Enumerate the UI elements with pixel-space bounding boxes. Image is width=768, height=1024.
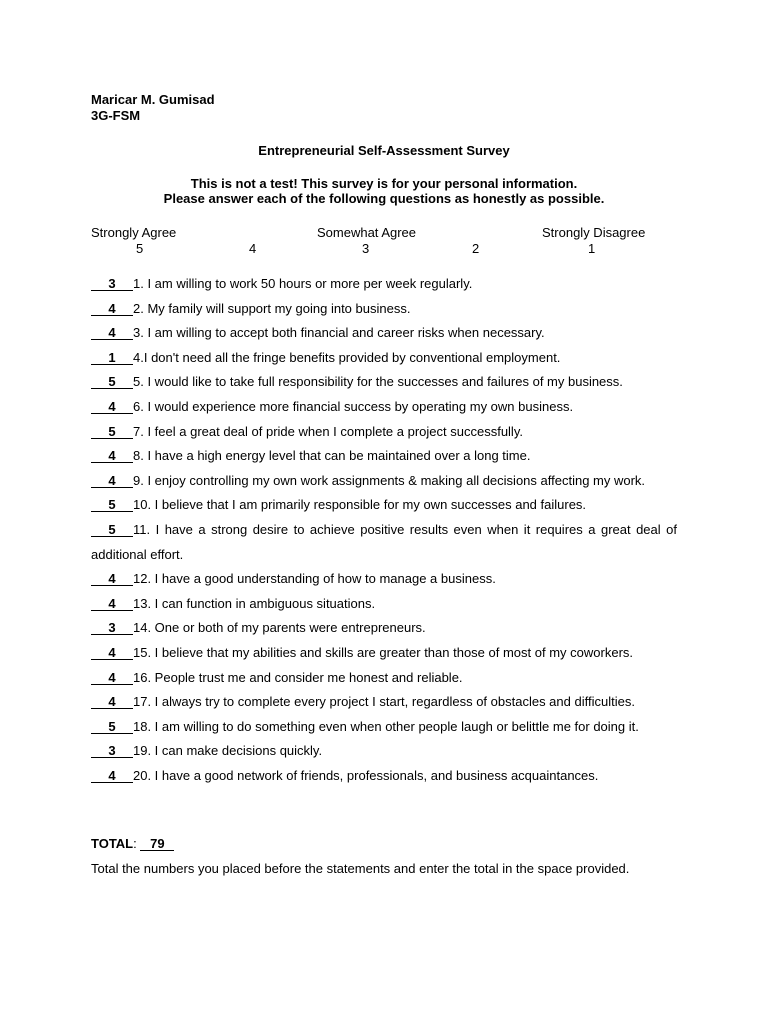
question-item bbox=[91, 493, 677, 518]
total-label: TOTAL bbox=[91, 836, 134, 851]
answer-blank[interactable]: 4 bbox=[91, 474, 133, 488]
question-item bbox=[91, 641, 677, 666]
question-item bbox=[91, 518, 677, 567]
scale-label-strongly-agree: Strongly Agree bbox=[91, 225, 177, 240]
question-text: 8. I have a high energy level that can be maintained over a long time. bbox=[133, 448, 531, 464]
scale-number-3: 3 bbox=[362, 241, 370, 256]
question-item bbox=[91, 321, 677, 346]
question-item bbox=[91, 567, 677, 592]
question-text: 14. One or both of my parents were entrepreneurs. bbox=[133, 620, 426, 636]
question-item bbox=[91, 690, 677, 715]
total-instruction: Total the numbers you placed before the statements and enter the total in the space provided. bbox=[91, 861, 630, 876]
question-text: 11. I have a strong desire to achieve positive results even when it requires a great deal of additional effort. bbox=[91, 521, 677, 562]
question-text: 5. I would like to take full responsibility for the successes and failures of my business. bbox=[133, 374, 623, 390]
answer-blank[interactable]: 4 bbox=[91, 597, 133, 611]
total-row: TOTAL: 79 bbox=[91, 836, 174, 851]
question-item bbox=[91, 370, 677, 395]
question-text: 15. I believe that my abilities and skills are greater than those of most of my coworkers. bbox=[133, 644, 634, 660]
scale-number-2: 2 bbox=[472, 241, 480, 256]
question-text: 3. I am willing to accept both financial and career risks when necessary. bbox=[133, 325, 545, 341]
answer-blank[interactable]: 4 bbox=[91, 302, 133, 316]
question-text: 20. I have a good network of friends, professionals, and business acquaintances. bbox=[133, 767, 599, 783]
question-item bbox=[91, 666, 677, 691]
question-item bbox=[91, 469, 677, 494]
question-item bbox=[91, 592, 677, 617]
question-item bbox=[91, 395, 677, 420]
student-header bbox=[91, 92, 215, 124]
total-value[interactable]: 79 bbox=[140, 837, 174, 851]
answer-blank[interactable]: 4 bbox=[91, 326, 133, 340]
intro-line-2: Please answer each of the following questions as honestly as possible. bbox=[163, 191, 605, 206]
question-text: 1. I am willing to work 50 hours or more per week regularly. bbox=[133, 276, 473, 291]
question-list bbox=[91, 272, 677, 788]
scale-number-5: 5 bbox=[136, 241, 144, 256]
answer-blank[interactable]: 4 bbox=[91, 572, 133, 586]
scale-label-somewhat-agree: Somewhat Agree bbox=[317, 225, 417, 240]
question-text: 12. I have a good understanding of how to manage a business. bbox=[133, 571, 496, 587]
question-item bbox=[91, 616, 677, 641]
question-item bbox=[91, 297, 677, 322]
question-text: 18. I am willing to do something even when other people laugh or belittle me for doing it. bbox=[133, 718, 639, 734]
answer-blank[interactable]: 4 bbox=[91, 695, 133, 709]
answer-blank[interactable]: 5 bbox=[91, 523, 133, 537]
question-item bbox=[91, 715, 677, 740]
question-text: 4.I don't need all the fringe benefits provided by conventional employment. bbox=[133, 349, 561, 365]
question-text: 19. I can make decisions quickly. bbox=[133, 743, 323, 759]
student-section: 3G-FSM bbox=[91, 108, 141, 123]
scale-number-4: 4 bbox=[249, 241, 257, 256]
answer-blank[interactable]: 5 bbox=[91, 425, 133, 439]
answer-blank[interactable]: 4 bbox=[91, 449, 133, 463]
question-text: 2. My family will support my going into business. bbox=[133, 300, 411, 316]
question-text: 9. I enjoy controlling my own work assignments & making all decisions affecting my work. bbox=[133, 472, 646, 488]
student-name: Maricar M. Gumisad bbox=[91, 92, 215, 107]
question-item bbox=[91, 272, 677, 297]
answer-blank[interactable]: 3 bbox=[91, 744, 133, 758]
question-item bbox=[91, 346, 677, 371]
question-text: 13. I can function in ambiguous situations. bbox=[133, 595, 376, 611]
answer-blank[interactable]: 4 bbox=[91, 671, 133, 685]
answer-blank[interactable]: 1 bbox=[91, 351, 133, 365]
answer-blank[interactable]: 4 bbox=[91, 769, 133, 783]
question-text: 6. I would experience more financial success by operating my own business. bbox=[133, 398, 574, 414]
page-title: Entrepreneurial Self-Assessment Survey bbox=[258, 143, 510, 158]
answer-blank[interactable]: 3 bbox=[91, 621, 133, 635]
scale-label-strongly-disagree: Strongly Disagree bbox=[542, 225, 646, 240]
question-item bbox=[91, 739, 677, 764]
scale-number-1: 1 bbox=[588, 241, 596, 256]
question-item bbox=[91, 764, 677, 789]
answer-blank[interactable]: 4 bbox=[91, 646, 133, 660]
answer-blank[interactable]: 5 bbox=[91, 720, 133, 734]
answer-blank[interactable]: 5 bbox=[91, 375, 133, 389]
answer-blank[interactable]: 3 bbox=[91, 277, 133, 291]
question-text: 17. I always try to complete every project I start, regardless of obstacles and difficulties. bbox=[133, 694, 635, 710]
intro-line-1: This is not a test! This survey is for your personal information. bbox=[190, 176, 578, 191]
question-text: 10. I believe that I am primarily responsible for my own successes and failures. bbox=[133, 497, 587, 513]
question-item bbox=[91, 420, 677, 445]
question-text: 16. People trust me and consider me honest and reliable. bbox=[133, 669, 463, 685]
question-text: 7. I feel a great deal of pride when I complete a project successfully. bbox=[133, 423, 523, 439]
answer-blank[interactable]: 5 bbox=[91, 498, 133, 512]
question-item bbox=[91, 444, 677, 469]
intro-text bbox=[0, 176, 768, 206]
answer-blank[interactable]: 4 bbox=[91, 400, 133, 414]
